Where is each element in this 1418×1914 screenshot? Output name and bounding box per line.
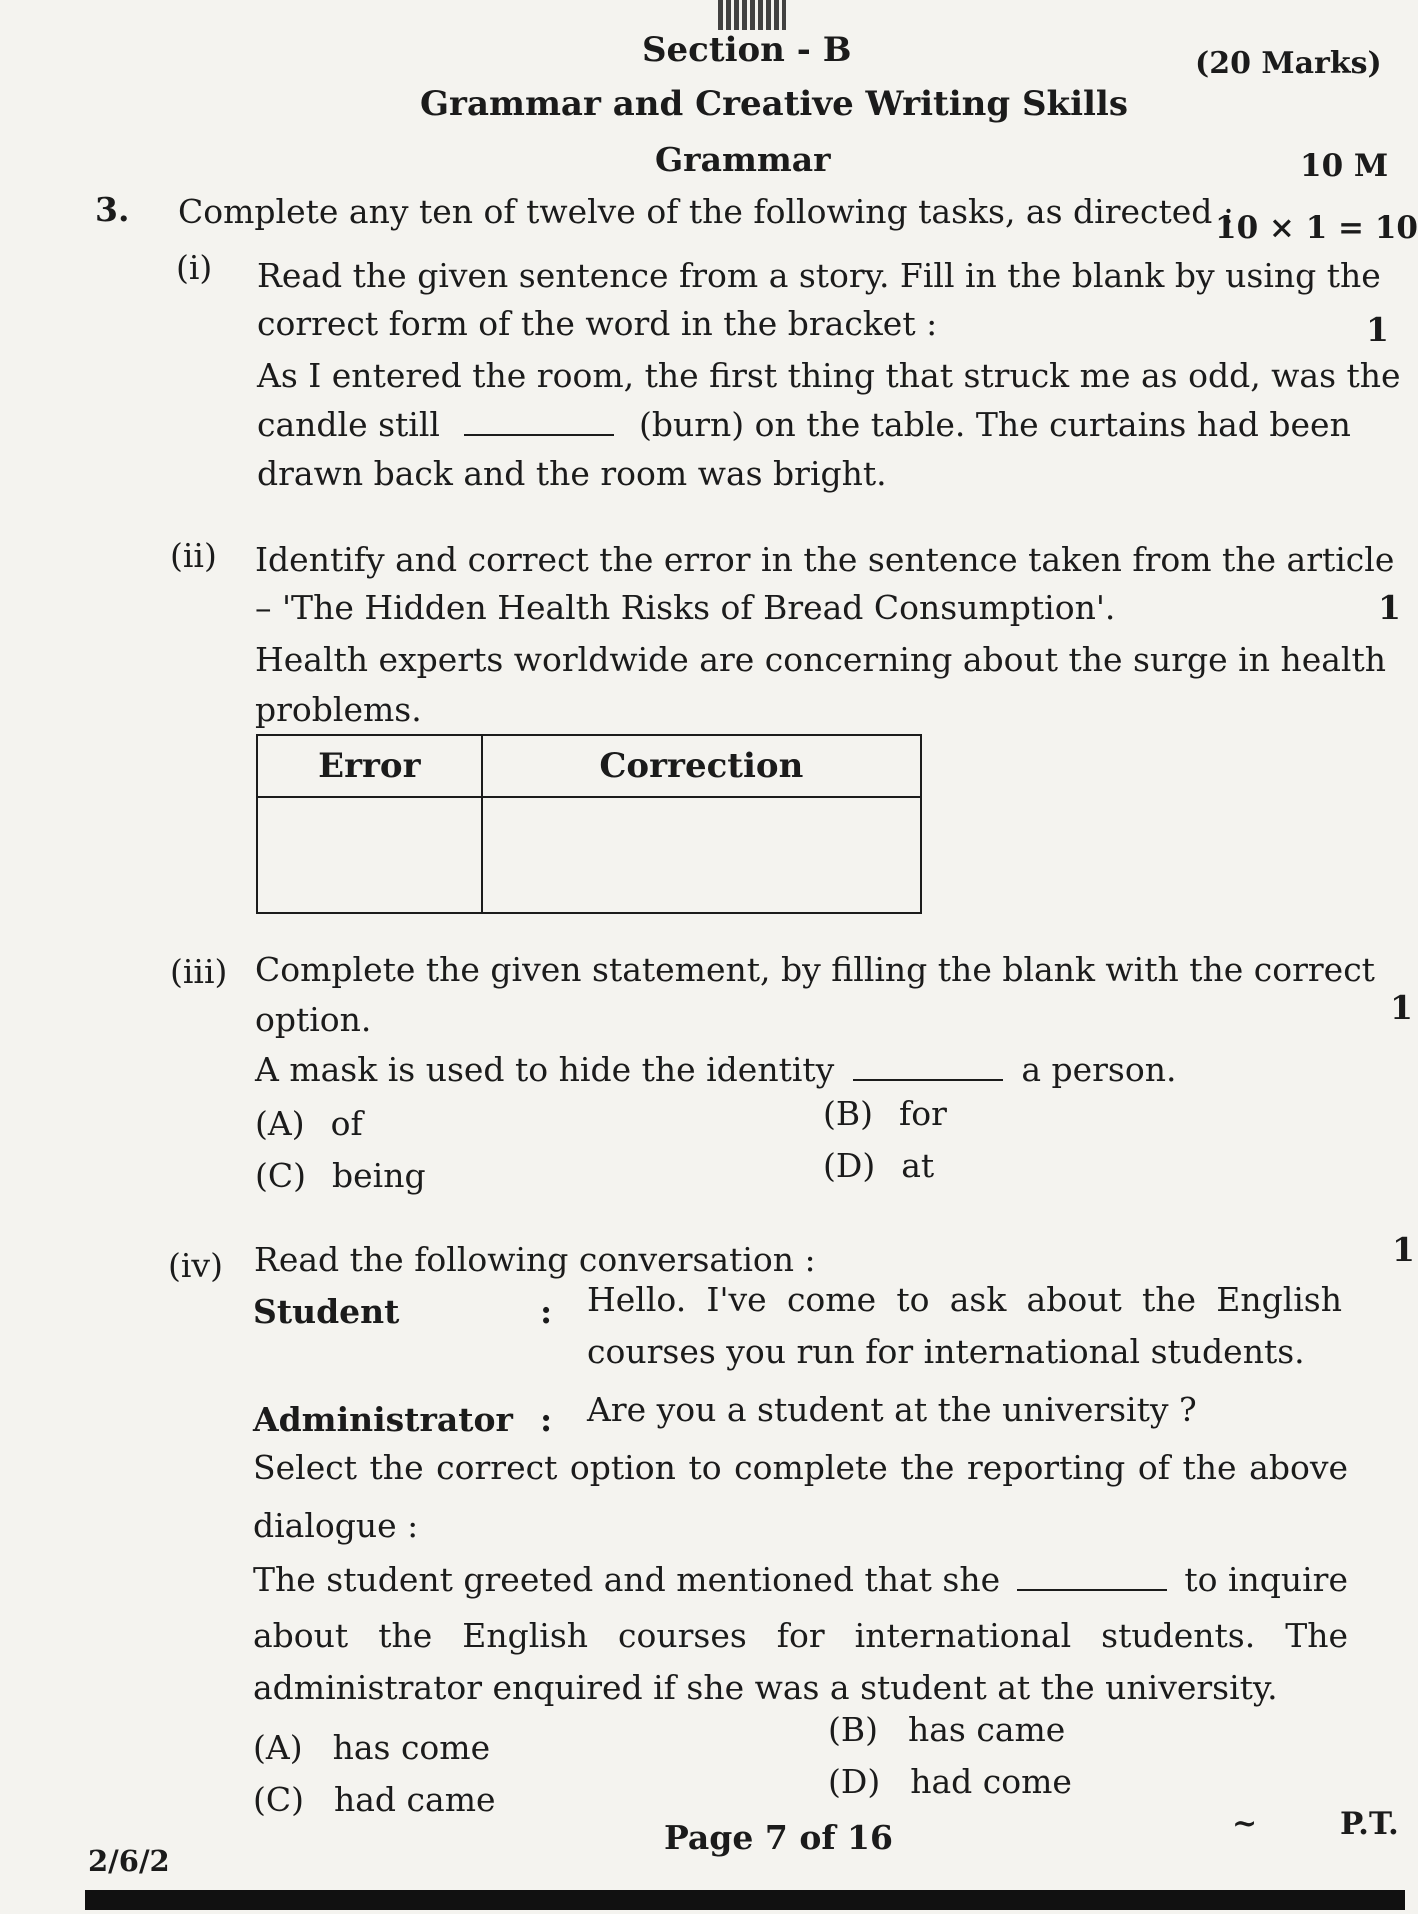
- question-instruction: Complete any ten of twelve of the following tasks, as directed :: [178, 192, 1235, 231]
- answer-blank: [464, 433, 614, 436]
- error-header: Error: [257, 735, 482, 797]
- speaker-student: Student: [253, 1292, 400, 1331]
- part-iv-select-2: dialogue :: [253, 1506, 419, 1545]
- part-iv-report-2: about the English courses for international students. The: [253, 1616, 1348, 1655]
- option-a[interactable]: (A) has come: [253, 1728, 491, 1767]
- speaker-colon-1: :: [540, 1292, 553, 1331]
- part-i-passage-2b: (burn) on the table. The curtains had been: [638, 405, 1351, 444]
- option-c[interactable]: (C) being: [255, 1156, 426, 1195]
- section-marks: (20 Marks): [1195, 46, 1382, 81]
- please-turn-over: P.T.: [1340, 1806, 1399, 1842]
- part-iv-intro: Read the following conversation :: [254, 1240, 816, 1279]
- error-correction-table: [256, 734, 922, 914]
- part-iii-statement-a: A mask is used to hide the identity: [255, 1050, 835, 1089]
- part-i-passage-1: As I entered the room, the first thing that struck me as odd, was the: [257, 356, 1401, 395]
- option-a[interactable]: (A) of: [255, 1104, 363, 1143]
- part-ii-sentence-2: problems.: [255, 690, 422, 729]
- part-ii-marks: 1: [1378, 588, 1401, 627]
- option-b[interactable]: (B) for: [823, 1094, 947, 1133]
- option-c[interactable]: (C) had came: [253, 1780, 496, 1819]
- part-ii-instruction-2: – 'The Hidden Health Risks of Bread Consumption'.: [255, 588, 1116, 627]
- speaker-administrator: Administrator: [253, 1400, 513, 1439]
- answer-blank: [853, 1078, 1003, 1081]
- correction-header: Correction: [482, 735, 921, 797]
- question-marks: 10 × 1 = 10: [1215, 210, 1418, 246]
- answer-blank: [1017, 1588, 1167, 1591]
- speaker-colon-2: :: [540, 1400, 553, 1439]
- part-iii-statement: [255, 1050, 1176, 1089]
- option-b[interactable]: (B) has came: [828, 1710, 1066, 1749]
- part-i-instruction-2: correct form of the word in the bracket :: [257, 304, 938, 343]
- part-iv-report-1: [253, 1560, 1348, 1599]
- correction-cell[interactable]: [482, 797, 921, 913]
- option-d[interactable]: (D) at: [823, 1146, 935, 1185]
- part-iii-instruction-2: option.: [255, 1000, 372, 1039]
- tilde-mark: ~: [1232, 1806, 1258, 1841]
- section-heading: Section - B: [642, 30, 852, 70]
- part-iv-report-1b: to inquire: [1184, 1560, 1348, 1599]
- part-ii-sentence-1: Health experts worldwide are concerning about the surge in health: [255, 640, 1386, 679]
- part-i-label: (i): [176, 248, 213, 287]
- part-ii-label: (ii): [170, 536, 217, 575]
- question-number: 3.: [95, 190, 130, 229]
- page-number: Page 7 of 16: [664, 1818, 893, 1857]
- part-iii-label: (iii): [170, 952, 228, 991]
- part-iv-label: (iv): [168, 1246, 223, 1285]
- error-cell[interactable]: [257, 797, 482, 913]
- part-iv-marks: 1: [1392, 1230, 1415, 1269]
- part-iii-statement-b: a person.: [1021, 1050, 1177, 1089]
- part-i-passage-2a: candle still: [257, 405, 440, 444]
- part-iii-marks: 1: [1390, 988, 1413, 1027]
- bottom-rule: [85, 1890, 1405, 1910]
- student-line-2: courses you run for international students.: [587, 1332, 1305, 1371]
- section-title: Grammar and Creative Writing Skills: [420, 84, 1128, 124]
- part-i-instruction-1: Read the given sentence from a story. Fill in the blank by using the: [257, 256, 1381, 295]
- part-ii-instruction-1: Identify and correct the error in the sentence taken from the article: [255, 540, 1395, 579]
- administrator-line: Are you a student at the university ?: [587, 1390, 1197, 1429]
- subsection-title: Grammar: [655, 140, 831, 179]
- student-line-1: Hello. I've come to ask about the English: [587, 1280, 1342, 1319]
- option-d[interactable]: (D) had come: [828, 1762, 1072, 1801]
- subsection-marks: 10 M: [1300, 148, 1389, 184]
- part-iv-select-1: Select the correct option to complete the reporting of the above: [253, 1448, 1348, 1487]
- part-i-marks: 1: [1366, 310, 1389, 349]
- paper-code: 2/6/2: [88, 1844, 170, 1878]
- part-iii-instruction-1: Complete the given statement, by filling the blank with the correct: [255, 950, 1375, 989]
- part-i-passage-3: drawn back and the room was bright.: [257, 454, 887, 493]
- qr-code-mark: [718, 0, 786, 30]
- part-i-passage-2: [257, 405, 1351, 444]
- part-iv-report-3: administrator enquired if she was a student at the university.: [253, 1668, 1278, 1707]
- part-iv-report-1a: The student greeted and mentioned that she: [253, 1560, 1001, 1599]
